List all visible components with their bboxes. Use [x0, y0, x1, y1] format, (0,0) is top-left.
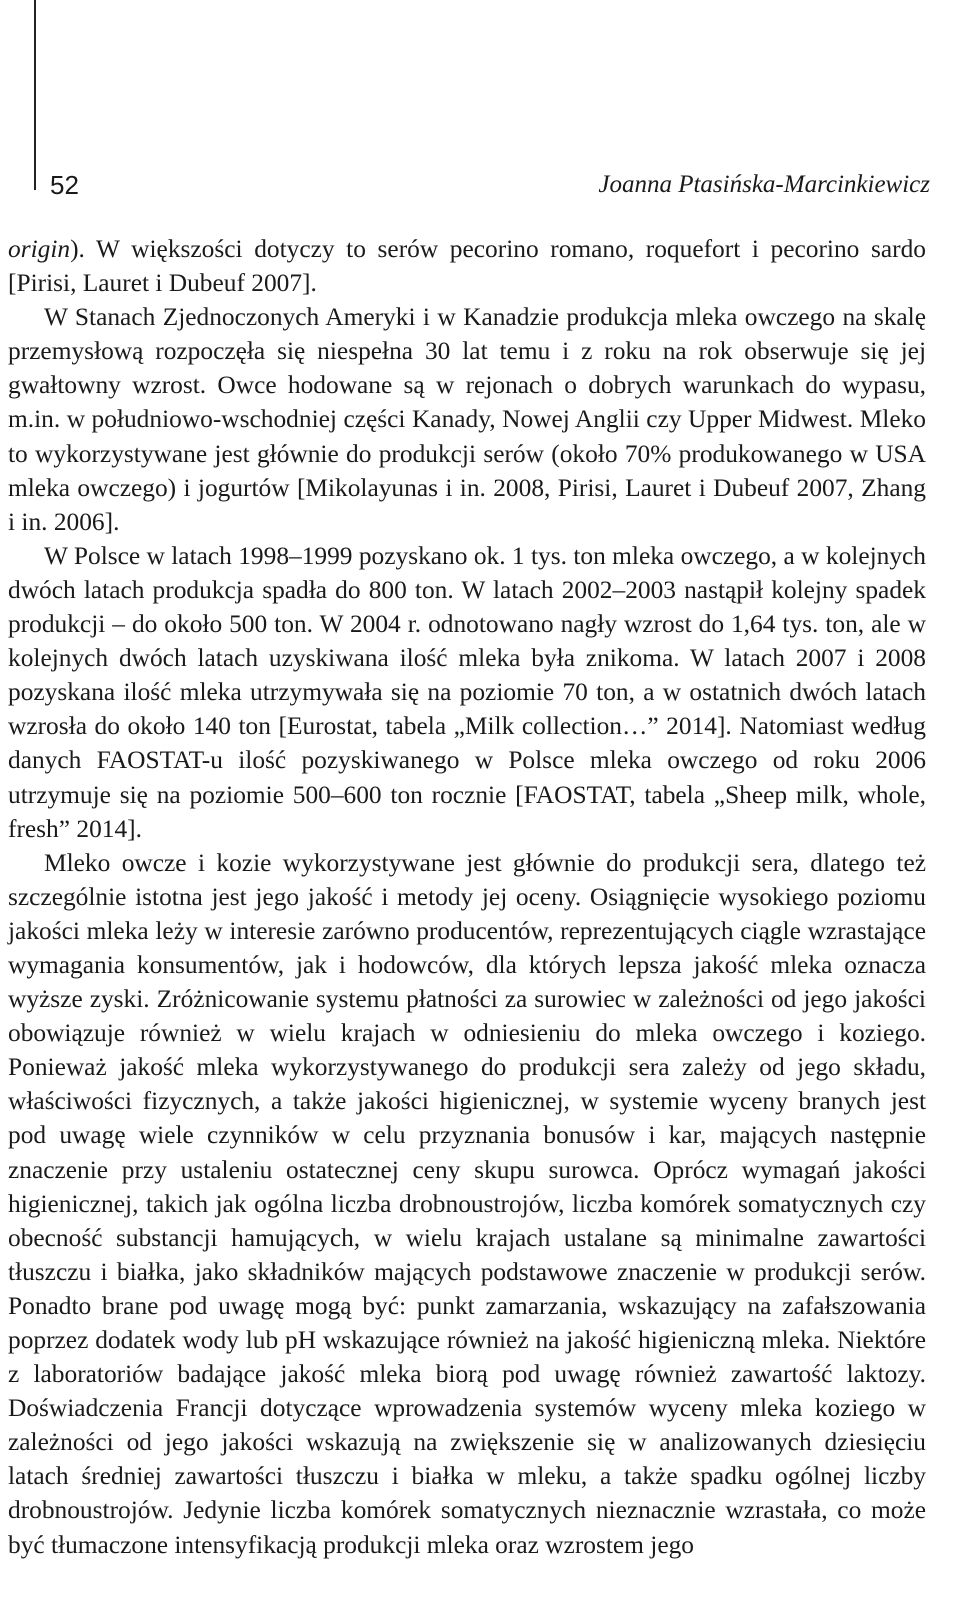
paragraph-2: W Stanach Zjednoczonych Ameryki i w Kanadzie produkcja mleka owczego na skalę przemysłową rozpoczęła się niespełna 30 lat temu i z roku na rok obserwuje się jej gwałtowny wzrost. Owce hodowane są w rejonach o dobrych warunkach do wypasu, m.in. w południowo-wschodniej części Kanady, Nowej Anglii czy Upper Midwest. Mleko to wykorzystywane jest głównie do produkcji serów (około 70% produkowanego w USA mleka owczego) i jogurtów [Mikolayunas i in. 2008, Pirisi, Lauret i Dubeuf 2007, Zhang i in. 2006]. — [8, 303, 926, 536]
page-header — [0, 170, 960, 210]
paragraph-1-text: ). W większości dotyczy to serów pecorino romano, roquefort i pecorino sardo [Pirisi, Lauret i Dubeuf 2007]. — [8, 235, 926, 298]
paragraph-1-italic-lead: origin — [8, 235, 71, 263]
crop-mark-line — [34, 0, 36, 190]
running-head-author: Joanna Ptasińska-Marcinkiewicz — [598, 171, 930, 198]
paragraph-3: W Polsce w latach 1998–1999 pozyskano ok. 1 tys. ton mleka owczego, a w kolejnych dwóch latach produkcja spadła do 800 ton. W latach 2002–2003 nastąpił kolejny spadek produkcji – do około 500 ton. W 2004 r. odnotowano nagły wzrost do 1,64 tys. ton, ale w kolejnych dwóch latach uzyskiwana ilość mleka była znikoma. W latach 2007 i 2008 pozyskana ilość mleka utrzymywała się na poziomie 70 ton, a w ostatnich dwóch latach wzrosła do około 140 ton [Eurostat, tabela „Milk collection…” 2014]. Natomiast według danych FAOSTAT-u ilość pozyskiwanego w Polsce mleka owczego od roku 2006 utrzymuje się na poziomie 500–600 ton rocznie [FAOSTAT, tabela „Sheep milk, whole, fresh” 2014]. — [8, 541, 926, 843]
body-text — [8, 232, 926, 1562]
paragraph-1 — [8, 232, 926, 300]
page-number: 52 — [50, 170, 79, 200]
paragraph-4: Mleko owcze i kozie wykorzystywane jest głównie do produkcji sera, dlatego też szczególnie istotna jest jego jakość i metody jej oceny. Osiągnięcie wysokiego poziomu jakości mleka leży w interesie zarówno producentów, reprezentujących ciągle wzrastające wymagania konsumentów, jak i hodowców, dla których lepsza jakość mleka oznacza wyższe zyski. Zróżnicowanie systemu płatności za surowiec w zależności od jego jakości obowiązuje również w wielu krajach w odniesieniu do mleka owczego i koziego. Ponieważ jakość mleka wykorzystywanego do produkcji sera zależy od jego składu, właściwości fizycznych, a także jakości higienicznej, w systemie wyceny branych jest pod uwagę wiele czynników w celu przyznania bonusów i kar, mających następnie znaczenie przy ustaleniu ostatecznej ceny skupu surowca. Oprócz wymagań jakości higienicznej, takich jak ogólna liczba drobnoustrojów, liczba komórek somatycznych czy obecność substancji hamujących, w wielu krajach ustalane są minimalne zawartości tłuszczu i białka, jako składników mających podstawowe znaczenie w produkcji serów. Ponadto brane pod uwagę mogą być: punkt zamarzania, wskazujący na zafałszowania poprzez dodatek wody lub pH wskazujące również na jakość higieniczną mleka. Niektóre z laboratoriów badające jakość mleka biorą pod uwagę również zawartość laktozy. Doświadczenia Francji dotyczące wprowadzenia systemów wyceny mleka koziego w zależności od jego jakości wskazują na zwiększenie się w analizowanych dziesięciu latach średniej zawartości tłuszczu i białka w mleku, a także spadku ogólnej liczby drobnoustrojów. Jedynie liczba komórek somatycznych nieznacznie wzrastała, co może być tłumaczone intensyfikacją produkcji mleka oraz wzrostem jego — [8, 848, 926, 1559]
